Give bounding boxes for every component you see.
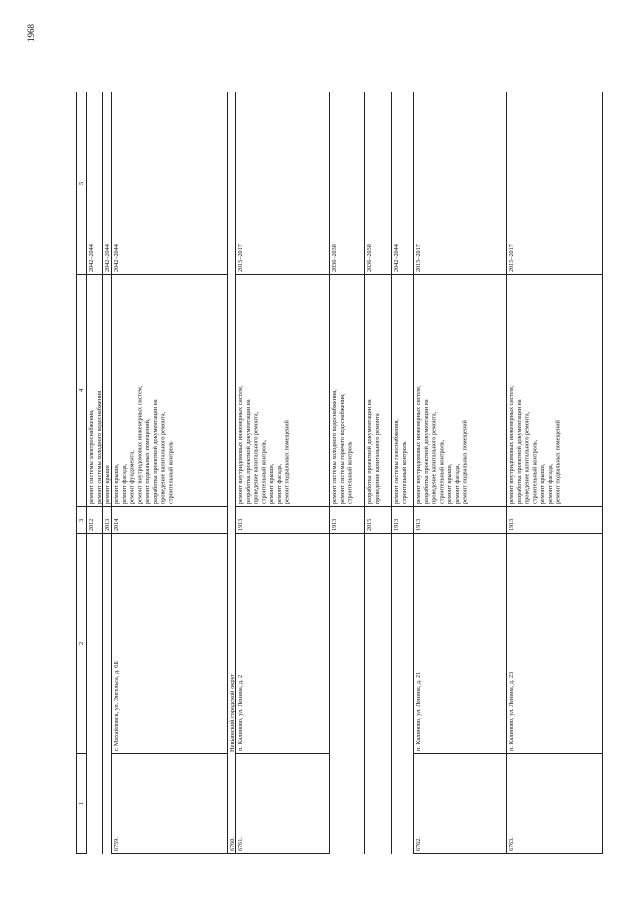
work-line: ремонт фасада, <box>453 463 461 504</box>
works-cell <box>330 275 365 507</box>
table-row <box>111 92 228 854</box>
work-line: ремонт фасада, <box>120 463 128 504</box>
address-cell: г. Михайловск, ул. Энгельса, д. 6Б <box>112 534 228 754</box>
address-cell: п. Калиново, ул. Ленина, д. 21 <box>414 534 507 754</box>
year-cell: 1913 <box>392 507 414 534</box>
year-cell: 2014 <box>112 507 228 534</box>
work-line: разработка проектной документации на <box>515 399 523 504</box>
work-line: ремонт крыши, <box>268 463 275 504</box>
work-line: строительный контроль, <box>438 439 446 504</box>
period-cell: 2042–2044 <box>87 92 103 275</box>
work-line: ремонт крыши, <box>446 463 453 504</box>
page-number: 1968 <box>26 24 36 42</box>
period-cell: 2042–2044 <box>103 92 112 275</box>
row-number-cell: 6763. <box>507 754 602 854</box>
work-line: ремонт подвальных помещений <box>461 420 469 504</box>
period-cell: 2036–2038 <box>330 92 365 275</box>
work-line: ремонт внутридомовых инженерных систем, <box>508 385 515 504</box>
header-cell-4: 4 <box>77 275 87 507</box>
work-line: ремонт системы газоснабжения, <box>393 419 400 504</box>
year-cell: 2015 <box>365 507 392 534</box>
work-line: строительный контроль <box>167 441 175 504</box>
work-line: ремонт системы электроснабжения, <box>88 409 95 504</box>
work-line: ремонт внутридомовых инженерных систем, <box>237 385 244 504</box>
works-cell <box>414 275 507 507</box>
work-line: проведение капитального ремонта, <box>523 411 531 504</box>
works-cell <box>112 275 228 507</box>
row-number-cell: 6761. <box>236 754 330 854</box>
year-cell: 1913 <box>236 507 330 534</box>
work-line: ремонт подвальных помещений, <box>144 418 151 504</box>
table-row <box>329 92 365 854</box>
works-cell <box>507 275 602 507</box>
work-line: ремонт подвальных помещений <box>283 420 291 504</box>
work-line: разработка проектной документации на <box>366 399 373 504</box>
works-cell <box>365 275 392 507</box>
period-cell: 2015–2017 <box>236 92 330 275</box>
header-cell-3: 3 <box>77 507 87 534</box>
works-cell <box>87 275 103 507</box>
address-cell: п. Калиново, ул. Ленина, д. 23 <box>507 534 602 754</box>
work-line: ремонт фундамента, <box>128 450 136 504</box>
work-line: ремонт внутридомовых инженерных систем, <box>415 385 422 504</box>
works-cell <box>392 275 414 507</box>
work-line: строительный контроль, <box>260 439 268 504</box>
work-line: ремонт крыши, <box>539 463 546 504</box>
year-cell: 1913 <box>414 507 507 534</box>
year-cell: 2012 <box>87 507 103 534</box>
table-row <box>391 92 414 854</box>
period-cell: 2015–2017 <box>507 92 602 275</box>
work-line: ремонт фасада, <box>275 463 283 504</box>
work-line: ремонт крыши, <box>113 463 120 504</box>
work-line: разработка проектной документации на <box>422 399 430 504</box>
work-line: ремонт системы холодного водоснабжения <box>95 390 103 504</box>
works-cell <box>236 275 330 507</box>
work-line: проведение капитального ремонта, <box>252 411 260 504</box>
header-cell-1: 1 <box>77 754 87 854</box>
header-cell-2: 2 <box>77 534 87 754</box>
period-cell: 2015–2017 <box>414 92 507 275</box>
work-line: ремонт внутридомовых инженерных систем, <box>136 385 144 504</box>
work-line: строительный контроль, <box>531 439 539 504</box>
period-cell: 2042–2044 <box>392 92 414 275</box>
period-cell: 2042–2044 <box>112 92 228 275</box>
rotated-table <box>76 92 601 854</box>
row-number-cell: 6760. <box>228 754 236 854</box>
year-cell: 1913 <box>507 507 602 534</box>
table-row <box>506 92 603 854</box>
row-number-cell: 6762. <box>414 754 507 854</box>
work-line: строительный контроль <box>346 441 354 504</box>
table-row <box>413 92 507 854</box>
period-cell: 2036–2038 <box>365 92 392 275</box>
work-line: ремонт крыши <box>104 465 111 504</box>
address-cell: п. Калиново, ул. Ленина, д. 2 <box>236 534 330 754</box>
work-line: ремонт системы горячего водоснабжения, <box>338 393 346 504</box>
work-line: разработка проектной документации на <box>244 399 252 504</box>
year-cell: 2013 <box>103 507 112 534</box>
section-title-text: Невьянский городской округ <box>229 673 236 752</box>
table-row <box>86 92 103 854</box>
work-line: проведение капитального ремонта, <box>430 411 438 504</box>
year-cell: 1913 <box>330 507 365 534</box>
work-line: ремонт фасада, <box>546 463 554 504</box>
work-line: ремонт подвальных помещений <box>554 420 562 504</box>
work-line: проведение капитального ремонта, <box>159 411 167 504</box>
header-cell-5: 5 <box>77 92 87 275</box>
work-line: разработка проектной документации на <box>151 399 159 504</box>
work-line: строительный контроль <box>400 441 408 504</box>
work-line: проведение капитального ремонта <box>373 413 381 504</box>
work-line: ремонт системы холодного водоснабжения, <box>331 389 338 504</box>
row-number-cell: 6759. <box>112 754 228 854</box>
table-row <box>235 92 330 854</box>
table-row <box>364 92 392 854</box>
